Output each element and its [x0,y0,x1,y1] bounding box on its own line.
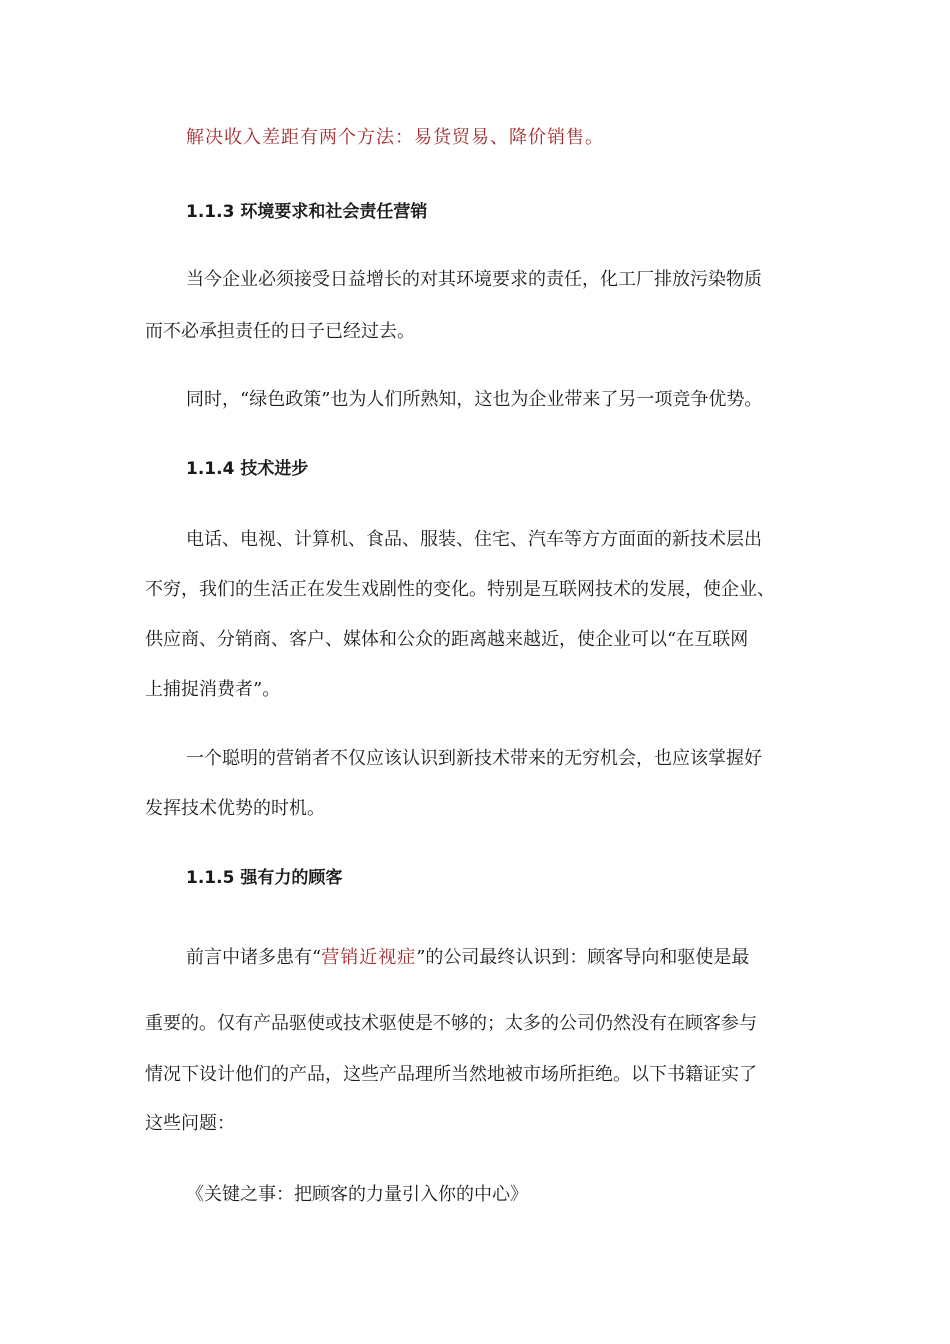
paragraph-text: 前言中诸多患有“ [186,947,322,968]
paragraph-text: ”的公司最终认识到：顾客导向和驱使是最 [416,947,750,968]
paragraph-line: 同时，“绿色政策”也为人们所熟知，这也为企业带来了另一项竞争优势。 [186,389,763,410]
book-title: 《关键之事：把顾客的力量引入你的中心》 [186,1184,528,1205]
paragraph-line: 供应商、分销商、客户、媒体和公众的距离越来越近，使企业可以“在互联网 [145,629,749,650]
paragraph-line: 电话、电视、计算机、食品、服装、住宅、汽车等方方面面的新技术层出 [186,529,762,550]
paragraph-line: 一个聪明的营销者不仅应该认识到新技术带来的无穷机会，也应该掌握好 [186,748,762,769]
paragraph-line: 上捕捉消费者”。 [145,679,281,700]
intro-red-text: 解决收入差距有两个方法：易货贸易、降价销售。 [186,127,604,148]
paragraph-line: 不穷，我们的生活正在发生戏剧性的变化。特别是互联网技术的发展，使企业、 [145,579,775,600]
heading-1-1-4: 1.1.4 技术进步 [186,459,309,479]
heading-1-1-3: 1.1.3 环境要求和社会责任营销 [186,202,428,222]
highlight-term: 营销近视症 [321,947,417,968]
paragraph-line: 重要的。仅有产品驱使或技术驱使是不够的；太多的公司仍然没有在顾客参与 [145,1013,757,1034]
paragraph-line: 情况下设计他们的产品，这些产品理所当然地被市场所拒绝。以下书籍证实了 [145,1064,757,1085]
paragraph-line: 而不必承担责任的日子已经过去。 [145,321,415,342]
paragraph-line: 发挥技术优势的时机。 [145,798,325,819]
paragraph-line: 当今企业必须接受日益增长的对其环境要求的责任，化工厂排放污染物质 [186,269,762,290]
paragraph-line: 这些问题： [145,1113,235,1134]
paragraph-line [186,946,749,970]
heading-1-1-5: 1.1.5 强有力的顾客 [186,868,343,888]
